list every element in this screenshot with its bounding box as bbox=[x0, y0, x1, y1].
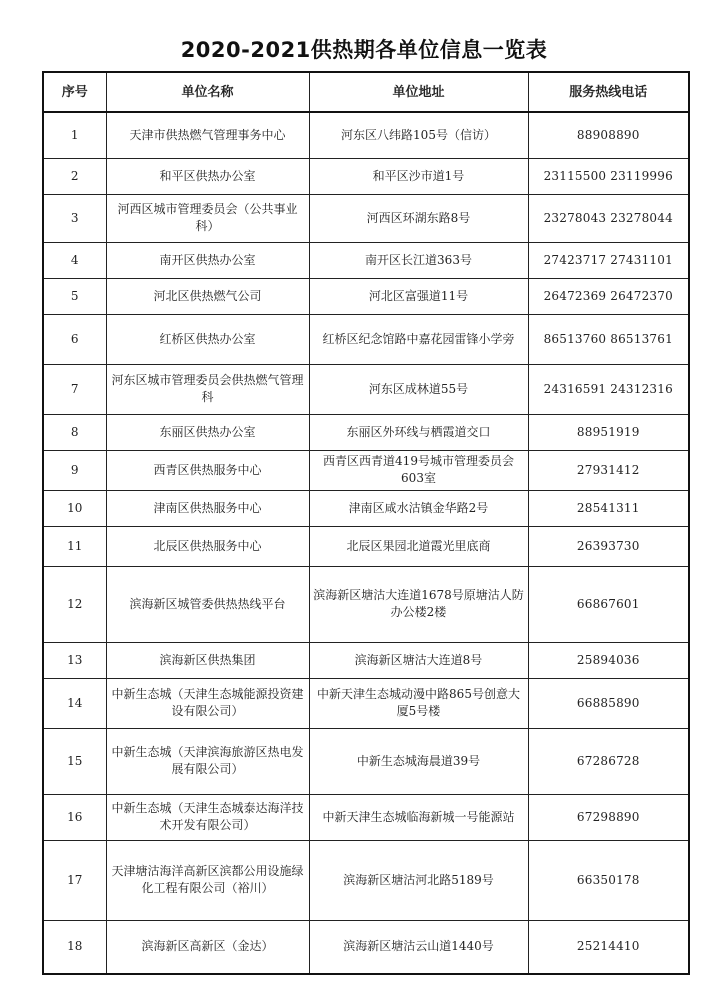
header-service-phone: 服务热线电话 bbox=[528, 72, 689, 112]
table-row bbox=[43, 158, 689, 194]
cell-seq: 11 bbox=[43, 526, 106, 566]
cell-seq: 10 bbox=[43, 490, 106, 526]
cell-unit-name: 滨海新区供热集团 bbox=[106, 642, 309, 678]
cell-seq: 13 bbox=[43, 642, 106, 678]
table-row bbox=[43, 526, 689, 566]
cell-unit-name: 津南区供热服务中心 bbox=[106, 490, 309, 526]
cell-unit-address: 红桥区纪念馆路中嘉花园雷锋小学旁 bbox=[309, 314, 528, 364]
cell-service-phone: 25214410 bbox=[528, 920, 689, 974]
cell-seq: 16 bbox=[43, 794, 106, 840]
cell-unit-name: 天津市供热燃气管理事务中心 bbox=[106, 112, 309, 158]
cell-service-phone: 66350178 bbox=[528, 840, 689, 920]
header-unit-name: 单位名称 bbox=[106, 72, 309, 112]
cell-unit-address: 滨海新区塘沽云山道1440号 bbox=[309, 920, 528, 974]
cell-seq: 2 bbox=[43, 158, 106, 194]
cell-unit-name: 河北区供热燃气公司 bbox=[106, 278, 309, 314]
cell-unit-address: 河东区八纬路105号（信访） bbox=[309, 112, 528, 158]
table-row bbox=[43, 112, 689, 158]
cell-unit-name: 和平区供热办公室 bbox=[106, 158, 309, 194]
cell-unit-address: 和平区沙市道1号 bbox=[309, 158, 528, 194]
cell-unit-address: 河东区成林道55号 bbox=[309, 364, 528, 414]
table-row bbox=[43, 364, 689, 414]
cell-unit-address: 中新生态城海晨道39号 bbox=[309, 728, 528, 794]
cell-unit-address: 滨海新区塘沽大连道1678号原塘沽人防办公楼2楼 bbox=[309, 566, 528, 642]
table-row bbox=[43, 450, 689, 490]
cell-seq: 15 bbox=[43, 728, 106, 794]
table-row bbox=[43, 920, 689, 974]
table-row bbox=[43, 840, 689, 920]
cell-unit-address: 东丽区外环线与栖霞道交口 bbox=[309, 414, 528, 450]
cell-seq: 5 bbox=[43, 278, 106, 314]
header-unit-address: 单位地址 bbox=[309, 72, 528, 112]
table-row bbox=[43, 728, 689, 794]
cell-unit-address: 津南区咸水沽镇金华路2号 bbox=[309, 490, 528, 526]
cell-service-phone: 27423717 27431101 bbox=[528, 242, 689, 278]
cell-seq: 6 bbox=[43, 314, 106, 364]
cell-service-phone: 66885890 bbox=[528, 678, 689, 728]
table-row bbox=[43, 794, 689, 840]
cell-service-phone: 25894036 bbox=[528, 642, 689, 678]
table-header-row bbox=[43, 72, 689, 112]
table-row bbox=[43, 642, 689, 678]
cell-unit-name: 中新生态城（天津滨海旅游区热电发展有限公司） bbox=[106, 728, 309, 794]
cell-seq: 18 bbox=[43, 920, 106, 974]
table-row bbox=[43, 194, 689, 242]
page-title: 2020-2021供热期各单位信息一览表 bbox=[180, 38, 548, 62]
cell-unit-name: 滨海新区高新区（金达） bbox=[106, 920, 309, 974]
cell-service-phone: 23278043 23278044 bbox=[528, 194, 689, 242]
cell-seq: 7 bbox=[43, 364, 106, 414]
cell-service-phone: 24316591 24312316 bbox=[528, 364, 689, 414]
cell-unit-name: 天津塘沽海洋高新区滨都公用设施绿化工程有限公司（裕川） bbox=[106, 840, 309, 920]
cell-service-phone: 67286728 bbox=[528, 728, 689, 794]
cell-unit-address: 北辰区果园北道霞光里底商 bbox=[309, 526, 528, 566]
cell-unit-address: 南开区长江道363号 bbox=[309, 242, 528, 278]
table-row bbox=[43, 278, 689, 314]
cell-seq: 1 bbox=[43, 112, 106, 158]
cell-unit-address: 河西区环湖东路8号 bbox=[309, 194, 528, 242]
cell-seq: 8 bbox=[43, 414, 106, 450]
cell-service-phone: 23115500 23119996 bbox=[528, 158, 689, 194]
cell-unit-name: 东丽区供热办公室 bbox=[106, 414, 309, 450]
cell-unit-name: 南开区供热办公室 bbox=[106, 242, 309, 278]
cell-service-phone: 66867601 bbox=[528, 566, 689, 642]
cell-unit-name: 西青区供热服务中心 bbox=[106, 450, 309, 490]
table-row bbox=[43, 678, 689, 728]
cell-unit-address: 滨海新区塘沽大连道8号 bbox=[309, 642, 528, 678]
table-row bbox=[43, 566, 689, 642]
cell-unit-name: 滨海新区城管委供热热线平台 bbox=[106, 566, 309, 642]
cell-unit-address: 中新天津生态城临海新城一号能源站 bbox=[309, 794, 528, 840]
cell-unit-address: 西青区西青道419号城市管理委员会603室 bbox=[309, 450, 528, 490]
cell-unit-name: 中新生态城（天津生态城泰达海洋技术开发有限公司） bbox=[106, 794, 309, 840]
cell-seq: 12 bbox=[43, 566, 106, 642]
cell-seq: 3 bbox=[43, 194, 106, 242]
cell-service-phone: 28541311 bbox=[528, 490, 689, 526]
cell-seq: 4 bbox=[43, 242, 106, 278]
heating-units-table bbox=[42, 71, 690, 975]
table-row bbox=[43, 490, 689, 526]
cell-service-phone: 88951919 bbox=[528, 414, 689, 450]
cell-unit-address: 河北区富强道11号 bbox=[309, 278, 528, 314]
cell-service-phone: 26472369 26472370 bbox=[528, 278, 689, 314]
cell-service-phone: 86513760 86513761 bbox=[528, 314, 689, 364]
cell-unit-name: 北辰区供热服务中心 bbox=[106, 526, 309, 566]
table-row bbox=[43, 242, 689, 278]
table-row bbox=[43, 314, 689, 364]
table-row bbox=[43, 414, 689, 450]
cell-service-phone: 27931412 bbox=[528, 450, 689, 490]
cell-seq: 17 bbox=[43, 840, 106, 920]
cell-service-phone: 26393730 bbox=[528, 526, 689, 566]
cell-unit-name: 河西区城市管理委员会（公共事业科） bbox=[106, 194, 309, 242]
cell-seq: 14 bbox=[43, 678, 106, 728]
cell-unit-address: 中新天津生态城动漫中路865号创意大厦5号楼 bbox=[309, 678, 528, 728]
cell-seq: 9 bbox=[43, 450, 106, 490]
cell-unit-name: 中新生态城（天津生态城能源投资建设有限公司） bbox=[106, 678, 309, 728]
cell-service-phone: 67298890 bbox=[528, 794, 689, 840]
header-seq: 序号 bbox=[43, 72, 106, 112]
cell-unit-address: 滨海新区塘沽河北路5189号 bbox=[309, 840, 528, 920]
cell-service-phone: 88908890 bbox=[528, 112, 689, 158]
cell-unit-name: 红桥区供热办公室 bbox=[106, 314, 309, 364]
cell-unit-name: 河东区城市管理委员会供热燃气管理科 bbox=[106, 364, 309, 414]
